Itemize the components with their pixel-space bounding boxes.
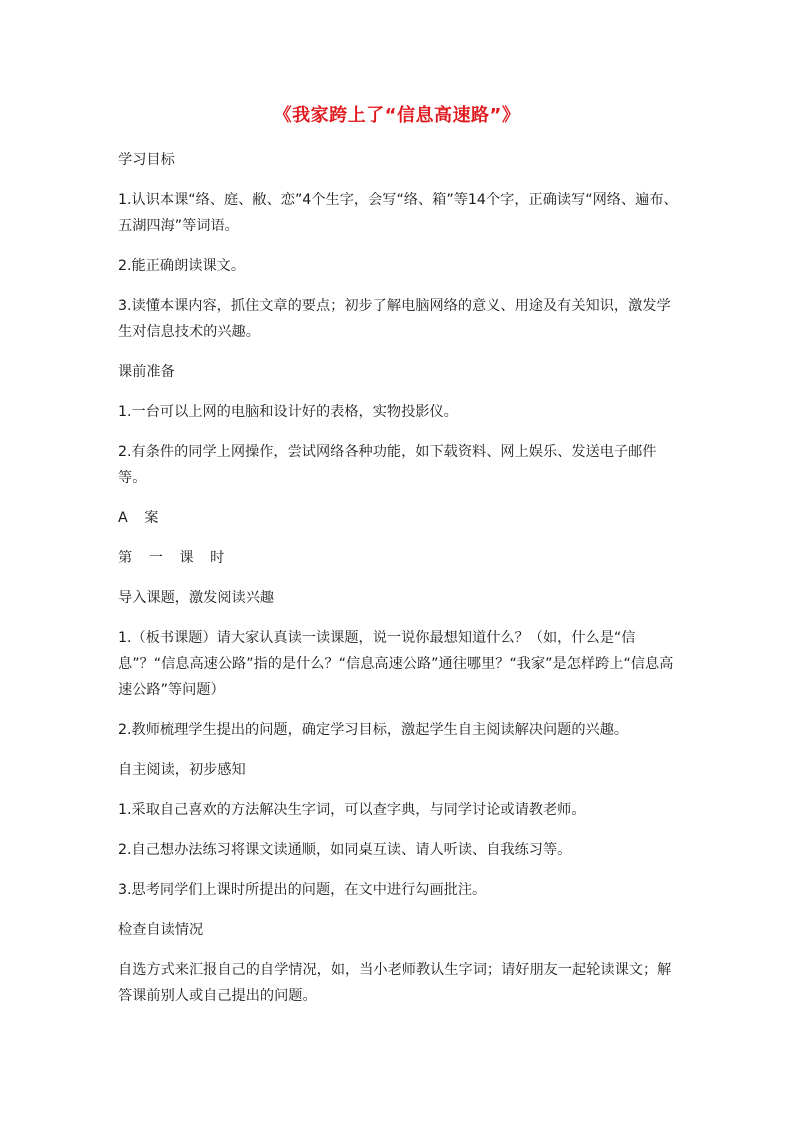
section-heading-plan-a: A 案 (118, 510, 165, 526)
paragraph: 1.（板书课题）请大家认真读一读课题，说一说你最想知道什么？（如，什么是“信息”？“信息高速公路”指的是什么？“信息高速公路”通往哪里？“我家”是怎样跨上“信息高速公路”等问题） (118, 630, 674, 698)
paragraph: 2.教师梳理学生提出的问题，确定学习目标，激起学生自主阅读解决问题的兴趣。 (118, 722, 629, 738)
document-body (118, 147, 678, 1023)
paragraph: 3.思考同学们上课时所提出的问题，在文中进行勾画批注。 (118, 882, 487, 898)
section-heading-intro: 导入课题，激发阅读兴趣 (118, 590, 275, 606)
paragraph: 1.认识本课“络、庭、敝、恋”4个生字，会写“络、箱”等14个字，正确读写“网络、遍布、五湖四海”等词语。 (118, 192, 678, 234)
paragraph: 2.能正确朗读课文。 (118, 258, 246, 274)
paragraph: 自选方式来汇报自己的自学情况，如，当小老师教认生字词；请好朋友一起轮读课文；解答课前别人或自己提出的问题。 (118, 962, 672, 1004)
section-heading-check: 检查自读情况 (118, 922, 204, 938)
document-title: 《我家跨上了“信息高速路”》 (273, 105, 521, 126)
section-heading-first-lesson: 第 一 课 时 (118, 550, 231, 566)
section-heading-objectives: 学习目标 (118, 152, 175, 168)
section-heading-self-reading: 自主阅读，初步感知 (118, 762, 246, 778)
section-heading-preparation: 课前准备 (118, 364, 175, 380)
paragraph: 1.采取自己喜欢的方法解决生字词，可以查字典，与同学讨论或请教老师。 (118, 802, 586, 818)
paragraph: 3.读懂本课内容，抓住文章的要点；初步了解电脑网络的意义、用途及有关知识，激发学生对信息技术的兴趣。 (118, 298, 671, 340)
paragraph: 1.一台可以上网的电脑和设计好的表格，实物投影仪。 (118, 404, 458, 420)
paragraph: 2.有条件的同学上网操作，尝试网络各种功能，如下载资料、网上娱乐、发送电子邮件等。 (118, 444, 657, 486)
paragraph: 2.自己想办法练习将课文读通顺，如同桌互读、请人听读、自我练习等。 (118, 842, 572, 858)
